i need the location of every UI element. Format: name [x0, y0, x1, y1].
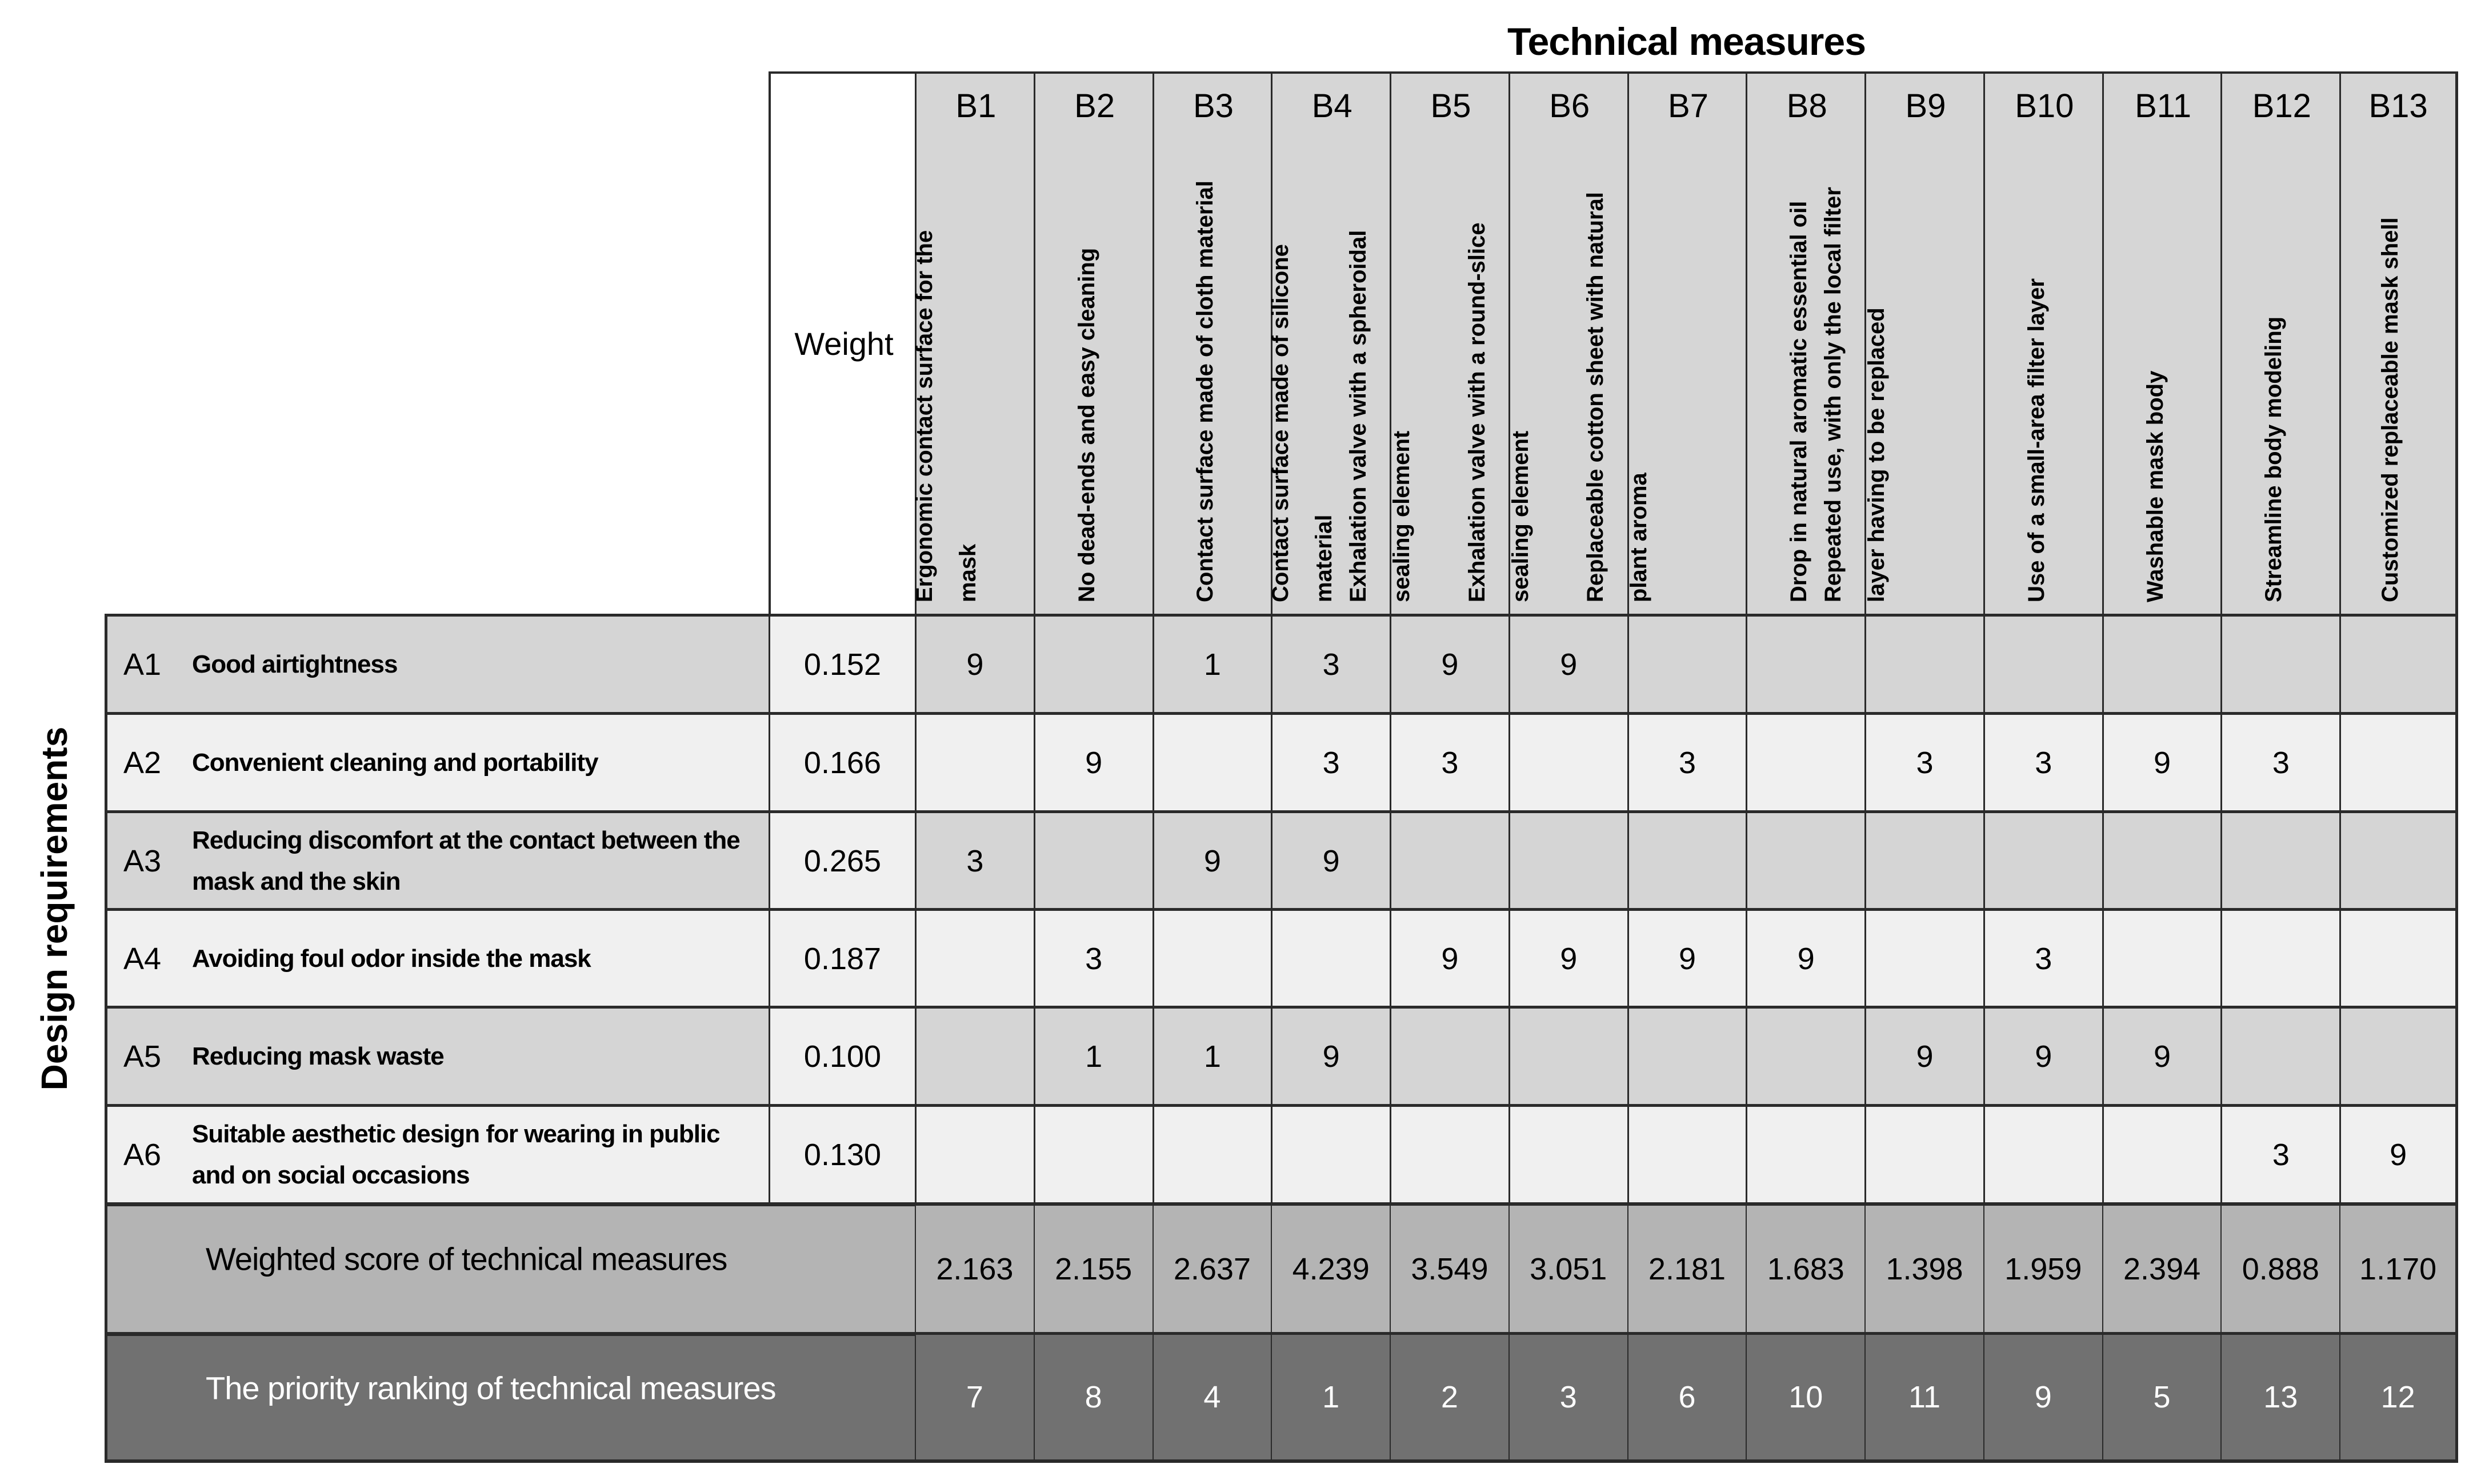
- score-cell-b3: [1153, 908, 1271, 1006]
- score-cell-b3: [1153, 810, 1271, 909]
- weight-column-header: [769, 71, 917, 614]
- score-value: 3: [2272, 745, 2290, 780]
- score-cell-b8: [1746, 614, 1864, 712]
- measure-code: B6: [1549, 87, 1590, 125]
- score-cell-b10: [1983, 1104, 2102, 1202]
- score-value: 9: [966, 647, 984, 682]
- score-cell-b5: [1390, 614, 1508, 712]
- weight-value: 0.152: [803, 647, 882, 682]
- weight-cell: [769, 1104, 915, 1202]
- rank-value: 7: [966, 1380, 983, 1414]
- rank-value: 5: [2153, 1380, 2171, 1414]
- weight-cell: [769, 1006, 915, 1104]
- requirement-row-a5: [105, 1006, 2458, 1104]
- requirement-code: A4: [123, 941, 162, 976]
- measure-code: B7: [1668, 87, 1708, 125]
- requirement-row-a3: [105, 810, 2458, 909]
- score-value: 9: [1678, 941, 1696, 976]
- score-value: 3: [1322, 647, 1340, 682]
- score-cell-b1: [915, 712, 1034, 810]
- score-cell-b10: [1983, 810, 2102, 909]
- measure-description: Use of a small-area filter layer: [2023, 278, 2049, 602]
- measure-header-b11: [2102, 71, 2223, 614]
- score-cell-b10: [1983, 1006, 2102, 1104]
- requirement-code: A2: [123, 745, 162, 780]
- rank-cell-b12: [2220, 1332, 2339, 1463]
- score-cell-b5: [1390, 1202, 1508, 1332]
- score-cell-b12: [2220, 1202, 2339, 1332]
- score-value: 3: [2035, 745, 2052, 780]
- score-value: 3: [1916, 745, 1934, 780]
- score-cell-b6: [1508, 810, 1627, 909]
- score-cell-b3: [1153, 614, 1271, 712]
- rank-cell-b13: [2339, 1332, 2458, 1463]
- priority-ranking-label: The priority ranking of technical measures: [206, 1370, 776, 1406]
- rank-value: 9: [2034, 1380, 2052, 1414]
- rank-value: 4: [1203, 1380, 1221, 1414]
- score-cell-b9: [1864, 1104, 1983, 1202]
- score-cell-b11: [2102, 614, 2221, 712]
- rank-cell-b11: [2102, 1332, 2221, 1463]
- measure-description: Repeated use, with only the local filter layer having to be replaced: [1820, 187, 1890, 602]
- measure-description: Exhalation valve with a round-slice sealing element: [1464, 222, 1533, 602]
- measure-code: B5: [1430, 87, 1471, 125]
- measure-code: B8: [1786, 87, 1827, 125]
- score-cell-b4: [1271, 810, 1390, 909]
- score-value: 2.181: [1648, 1251, 1726, 1286]
- score-value: 9: [2035, 1039, 2052, 1074]
- score-cell-b4: [1271, 1104, 1390, 1202]
- measure-header-b3: [1153, 71, 1273, 614]
- measure-description: Streamline body modeling: [2261, 316, 2287, 602]
- measure-description: Contact surface made of cloth material: [1193, 181, 1218, 602]
- score-value: 3: [2035, 941, 2052, 976]
- measure-description: Drop in natural aromatic essential oil: [1786, 201, 1812, 602]
- score-cell-b7: [1627, 614, 1746, 712]
- measure-description: Replaceable cotton sheet with natural plant aroma: [1583, 192, 1652, 602]
- score-value: 3: [1322, 745, 1340, 780]
- score-cell-b11: [2102, 1006, 2221, 1104]
- score-value: 3: [1678, 745, 1696, 780]
- score-cell-b11: [2102, 810, 2221, 909]
- requirement-row-a1: [105, 614, 2458, 712]
- score-value: 3: [2272, 1137, 2290, 1172]
- score-cell-b13: [2339, 810, 2458, 909]
- score-value: 3.549: [1411, 1251, 1488, 1286]
- rank-cell-b10: [1983, 1332, 2102, 1463]
- score-cell-b13: [2339, 1006, 2458, 1104]
- score-cell-b7: [1627, 810, 1746, 909]
- weighted-score-row: [105, 1202, 2458, 1332]
- requirement-row-a4: [105, 908, 2458, 1006]
- score-value: 9: [1441, 941, 1459, 976]
- score-cell-b1: [915, 810, 1034, 909]
- measure-header-b13: [2339, 71, 2458, 614]
- score-cell-b8: [1746, 1104, 1864, 1202]
- score-cell-b3: [1153, 712, 1271, 810]
- measure-code: B1: [955, 87, 997, 125]
- rank-cell-b1: [915, 1332, 1034, 1463]
- measure-header-b2: [1034, 71, 1154, 614]
- score-cell-b13: [2339, 1202, 2458, 1332]
- score-value: 9: [1560, 647, 1578, 682]
- score-cell-b12: [2220, 810, 2339, 909]
- requirement-label-cell: [105, 908, 769, 1006]
- score-cell-b7: [1627, 712, 1746, 810]
- weighted-score-label-cell: [105, 1202, 915, 1332]
- score-cell-b10: [1983, 614, 2102, 712]
- score-value: 9: [1797, 941, 1815, 976]
- weight-value: 0.265: [803, 843, 882, 878]
- score-value: 9: [1203, 843, 1221, 878]
- score-value: 3.051: [1530, 1251, 1607, 1286]
- score-cell-b10: [1983, 712, 2102, 810]
- score-cell-b6: [1508, 1104, 1627, 1202]
- score-cell-b9: [1864, 908, 1983, 1006]
- requirement-code: A6: [123, 1137, 162, 1172]
- measure-description: No dead-ends and easy cleaning: [1074, 247, 1099, 602]
- score-value: 9: [1322, 843, 1340, 878]
- requirement-text: Reducing mask waste: [192, 1042, 444, 1070]
- score-cell-b12: [2220, 1006, 2339, 1104]
- score-cell-b3: [1153, 1006, 1271, 1104]
- weighted-score-label: Weighted score of technical measures: [206, 1241, 727, 1277]
- weight-value: 0.166: [803, 745, 882, 780]
- score-value: 2.394: [2123, 1251, 2201, 1286]
- score-value: 9: [2154, 745, 2171, 780]
- rank-value: 10: [1788, 1380, 1823, 1414]
- measure-header-b1: [911, 71, 1035, 614]
- score-value: 1.170: [2359, 1251, 2437, 1286]
- score-cell-b2: [1034, 1202, 1153, 1332]
- score-cell-b8: [1746, 1006, 1864, 1104]
- measure-code: B10: [2015, 87, 2074, 125]
- score-cell-b6: [1508, 1202, 1627, 1332]
- score-cell-b6: [1508, 614, 1627, 712]
- score-cell-b10: [1983, 1202, 2102, 1332]
- score-cell-b6: [1508, 908, 1627, 1006]
- score-cell-b5: [1390, 1006, 1508, 1104]
- requirement-label-cell: [105, 614, 769, 712]
- score-cell-b4: [1271, 614, 1390, 712]
- score-cell-b11: [2102, 908, 2221, 1006]
- score-cell-b8: [1746, 1202, 1864, 1332]
- score-value: 2.163: [936, 1251, 1014, 1286]
- score-cell-b2: [1034, 810, 1153, 909]
- score-cell-b11: [2102, 1202, 2221, 1332]
- score-value: 9: [2154, 1039, 2171, 1074]
- score-cell-b4: [1271, 1006, 1390, 1104]
- rank-value: 3: [1559, 1380, 1577, 1414]
- rank-value: 12: [2380, 1380, 2415, 1414]
- score-cell-b1: [915, 614, 1034, 712]
- rank-value: 11: [1908, 1380, 1941, 1414]
- rank-cell-b7: [1627, 1332, 1746, 1463]
- rank-value: 2: [1440, 1380, 1458, 1414]
- weight-value: 0.100: [803, 1039, 882, 1074]
- score-cell-b7: [1627, 1006, 1746, 1104]
- score-cell-b4: [1271, 908, 1390, 1006]
- score-cell-b1: [915, 908, 1034, 1006]
- score-cell-b10: [1983, 908, 2102, 1006]
- weight-value: 0.130: [803, 1137, 882, 1172]
- score-cell-b8: [1746, 908, 1864, 1006]
- score-cell-b13: [2339, 614, 2458, 712]
- score-value: 3: [1085, 941, 1103, 976]
- rank-cell-b2: [1034, 1332, 1153, 1463]
- requirement-label-cell: [105, 1006, 769, 1104]
- rank-cell-b4: [1271, 1332, 1390, 1463]
- priority-ranking-label-cell: [105, 1332, 915, 1463]
- rank-cell-b8: [1746, 1332, 1864, 1463]
- score-cell-b9: [1864, 712, 1983, 810]
- measure-header-b9: [1820, 71, 1985, 614]
- measure-code: B3: [1193, 87, 1234, 125]
- score-cell-b3: [1153, 1104, 1271, 1202]
- score-cell-b7: [1627, 908, 1746, 1006]
- score-value: 1.959: [2004, 1251, 2082, 1286]
- measure-code: B11: [2135, 87, 2192, 125]
- score-cell-b12: [2220, 908, 2339, 1006]
- requirement-row-a6: [105, 1104, 2458, 1202]
- rank-value: 8: [1085, 1380, 1102, 1414]
- score-value: 9: [1916, 1039, 1934, 1074]
- requirement-row-a2: [105, 712, 2458, 810]
- score-cell-b4: [1271, 1202, 1390, 1332]
- priority-ranking-row: [105, 1332, 2458, 1463]
- score-value: 0.888: [2242, 1251, 2319, 1286]
- requirement-code: A5: [123, 1039, 162, 1074]
- measure-description: Contact surface made of silicone material: [1268, 244, 1337, 602]
- weight-cell: [769, 810, 915, 909]
- weight-header-label: Weight: [794, 326, 894, 362]
- requirement-label-cell: [105, 712, 769, 810]
- weight-cell: [769, 614, 915, 712]
- rank-value: 1: [1322, 1380, 1340, 1414]
- requirement-code: A1: [123, 647, 162, 682]
- rank-cell-b3: [1153, 1332, 1271, 1463]
- score-value: 1.683: [1767, 1251, 1844, 1286]
- score-cell-b11: [2102, 1104, 2221, 1202]
- score-cell-b12: [2220, 614, 2339, 712]
- score-value: 4.239: [1292, 1251, 1370, 1286]
- score-cell-b6: [1508, 712, 1627, 810]
- score-value: 1: [1085, 1039, 1103, 1074]
- score-cell-b1: [915, 1104, 1034, 1202]
- score-cell-b8: [1746, 712, 1864, 810]
- score-value: 9: [1085, 745, 1103, 780]
- requirement-text: Good airtightness: [192, 650, 398, 678]
- score-cell-b8: [1746, 810, 1864, 909]
- requirement-label-cell: [105, 1104, 769, 1202]
- score-cell-b9: [1864, 1006, 1983, 1104]
- score-cell-b13: [2339, 1104, 2458, 1202]
- measure-header-b12: [2220, 71, 2341, 614]
- score-cell-b6: [1508, 1006, 1627, 1104]
- weight-cell: [769, 712, 915, 810]
- measure-description: Customized replaceable mask shell: [2378, 217, 2403, 602]
- score-cell-b5: [1390, 810, 1508, 909]
- score-value: 1: [1203, 1039, 1221, 1074]
- score-cell-b1: [915, 1202, 1034, 1332]
- rank-cell-b9: [1864, 1332, 1983, 1463]
- requirement-text: Reducing discomfort at the contact between the mask and the skin: [192, 826, 740, 895]
- measure-code: B12: [2252, 87, 2311, 125]
- score-value: 3: [1441, 745, 1459, 780]
- requirement-text: Convenient cleaning and portability: [192, 748, 598, 777]
- score-cell-b13: [2339, 712, 2458, 810]
- rank-cell-b6: [1508, 1332, 1627, 1463]
- score-cell-b1: [915, 1006, 1034, 1104]
- score-value: 9: [1441, 647, 1459, 682]
- score-value: 9: [1322, 1039, 1340, 1074]
- score-cell-b12: [2220, 1104, 2339, 1202]
- requirement-code: A3: [123, 843, 162, 878]
- rank-value: 6: [1678, 1380, 1696, 1414]
- score-cell-b12: [2220, 712, 2339, 810]
- measure-description: Ergonomic contact surface for the mask: [911, 230, 981, 602]
- score-cell-b2: [1034, 614, 1153, 712]
- requirement-text: Suitable aesthetic design for wearing in public and on social occasions: [192, 1119, 720, 1189]
- score-cell-b7: [1627, 1202, 1746, 1332]
- score-value: 1.398: [1886, 1251, 1963, 1286]
- requirement-label-cell: [105, 810, 769, 909]
- score-cell-b5: [1390, 1104, 1508, 1202]
- score-cell-b9: [1864, 614, 1983, 712]
- score-value: 9: [1560, 941, 1578, 976]
- score-cell-b2: [1034, 1104, 1153, 1202]
- weight-value: 0.187: [803, 941, 882, 976]
- score-cell-b2: [1034, 1006, 1153, 1104]
- score-cell-b11: [2102, 712, 2221, 810]
- score-cell-b5: [1390, 908, 1508, 1006]
- score-cell-b2: [1034, 712, 1153, 810]
- score-value: 9: [2390, 1137, 2407, 1172]
- score-value: 2.155: [1055, 1251, 1133, 1286]
- score-cell-b5: [1390, 712, 1508, 810]
- score-value: 2.637: [1173, 1251, 1251, 1286]
- score-cell-b3: [1153, 1202, 1271, 1332]
- measure-code: B9: [1905, 87, 1946, 125]
- score-cell-b9: [1864, 1202, 1983, 1332]
- score-cell-b4: [1271, 712, 1390, 810]
- table-title: Technical measures: [1507, 20, 1866, 63]
- rank-cell-b5: [1390, 1332, 1508, 1463]
- score-value: 3: [966, 843, 984, 878]
- requirement-text: Avoiding foul odor inside the mask: [192, 944, 591, 973]
- design-requirements-label: Design requirements: [34, 726, 75, 1091]
- measure-description: Exhalation valve with a spheroidal sealing element: [1345, 230, 1414, 602]
- score-cell-b2: [1034, 908, 1153, 1006]
- measure-code: B2: [1074, 87, 1115, 125]
- score-value: 1: [1203, 647, 1221, 682]
- measure-code: B13: [2368, 87, 2428, 125]
- measure-header-b7: [1583, 71, 1748, 614]
- rank-value: 13: [2263, 1380, 2298, 1414]
- measure-code: B4: [1311, 87, 1352, 125]
- score-cell-b7: [1627, 1104, 1746, 1202]
- score-cell-b13: [2339, 908, 2458, 1006]
- weight-cell: [769, 908, 915, 1006]
- score-cell-b9: [1864, 810, 1983, 909]
- measure-header-b10: [1983, 71, 2104, 614]
- measure-description: Washable mask body: [2142, 370, 2168, 602]
